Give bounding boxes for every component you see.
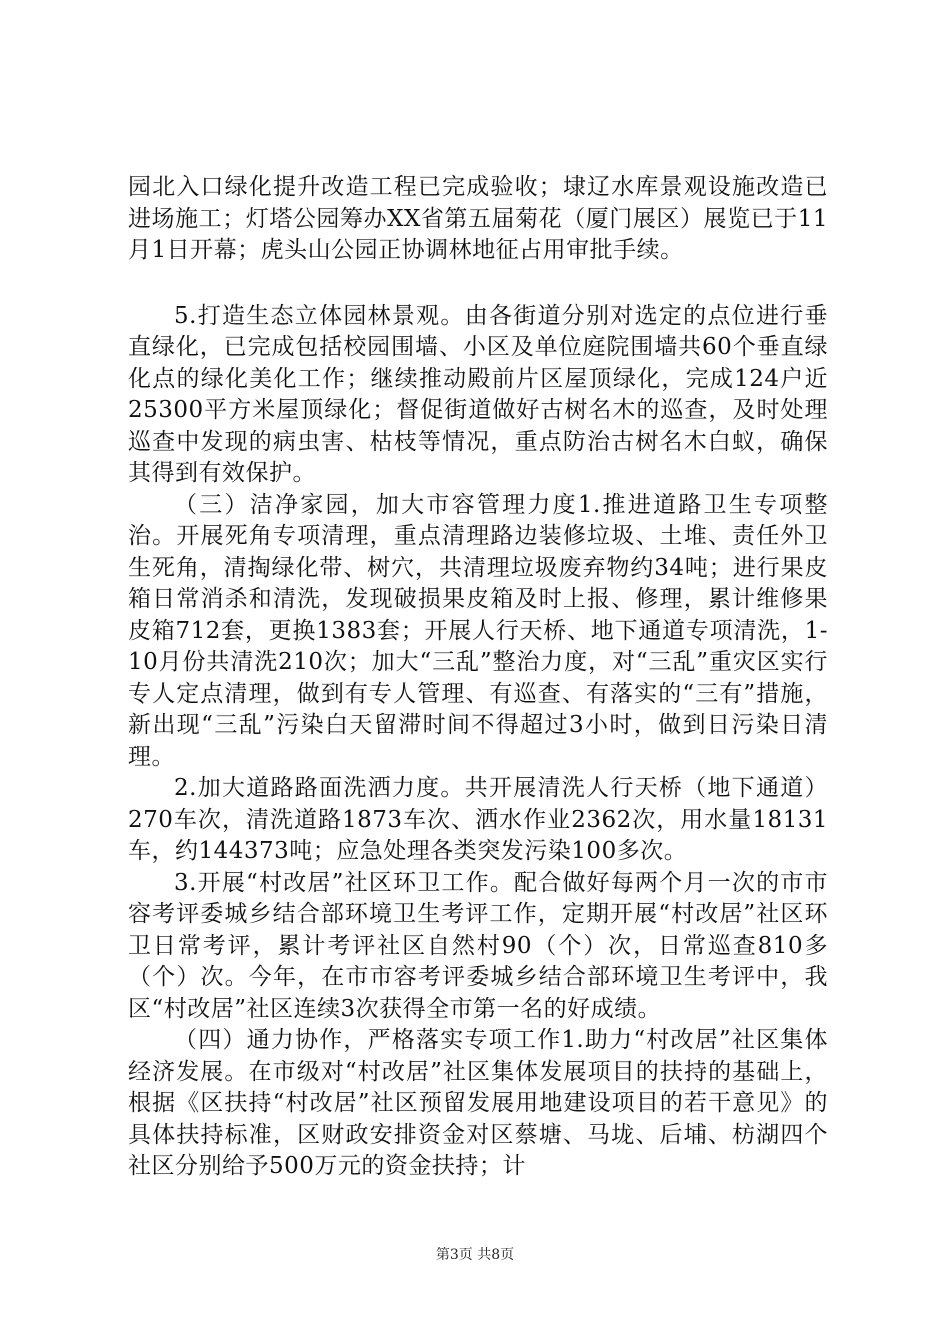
document-body	[128, 172, 828, 1183]
paragraph-city-appearance: （三）洁净家园，加大市容管理力度1.推进道路卫生专项整治。开展死角专项清理，重点清理路边装修垃圾、土堆、责任外卫生死角，清掏绿化带、树穴，共清理垃圾废弃物约34吨；进行果皮箱日常消杀和清洗，发现破损果皮箱及时上报、修理，累计维修果皮箱712套，更换1383套；开展人行天桥、地下通道专项清洗，1-10月份共清洗210次；加大“三乱”整治力度，对“三乱”重灾区实行专人定点清理，做到有专人管理、有巡查、有落实的“三有”措施，新出现“三乱”污染白天留滞时间不得超过3小时，做到日污染日清理。	[128, 491, 828, 770]
paragraph-vertical-greening: 5.打造生态立体园林景观。由各街道分别对选定的点位进行垂直绿化，已完成包括校园围墙、小区及单位庭院围墙共60个垂直绿化点的绿化美化工作；继续推动殿前片区屋顶绿化，完成124户近25300平方米屋顶绿化；督促街道做好古树名木的巡查，及时处理巡查中发现的病虫害、枯枝等情况，重点防治古树名木白蚁，确保其得到有效保护。	[128, 302, 828, 486]
paragraph-special-work: （四）通力协作，严格落实专项工作1.助力“村改居”社区集体经济发展。在市级对“村改居”社区集体发展项目的扶持的基础上，根据《区扶持“村改居”社区预留发展用地建设项目的若干意见》的具体扶持标准，区财政安排资金对区蔡塘、马垅、后埔、枋湖四个社区分别给予500万元的资金扶持；计	[128, 1027, 828, 1179]
paragraph-park-projects: 园北入口绿化提升改造工程已完成验收；埭辽水库景观设施改造已进场施工；灯塔公园筹办XX省第五届菊花（厦门展区）展览已于11月1日开幕；虎头山公园正协调林地征占用审批手续。	[128, 174, 828, 263]
paragraph-road-washing: 2.加大道路路面洗洒力度。共开展清洗人行天桥（地下通道）270车次，清洗道路1873车次、洒水作业2362次，用水量18131车，约144373吨；应急处理各类突发污染100多次。	[128, 775, 828, 864]
paragraph-community-sanitation: 3.开展“村改居”社区环卫工作。配合做好每两个月一次的市市容考评委城乡结合部环境卫生考评工作，定期开展“村改居”社区环卫日常考评，累计考评社区自然村90（个）次，日常巡查810多（个）次。今年，在市市容考评委城乡结合部环境卫生考评中，我区“村改居”社区连续3次获得全市第一名的好成绩。	[128, 869, 828, 1022]
page-number-footer: 第3页 共8页	[435, 1247, 515, 1263]
